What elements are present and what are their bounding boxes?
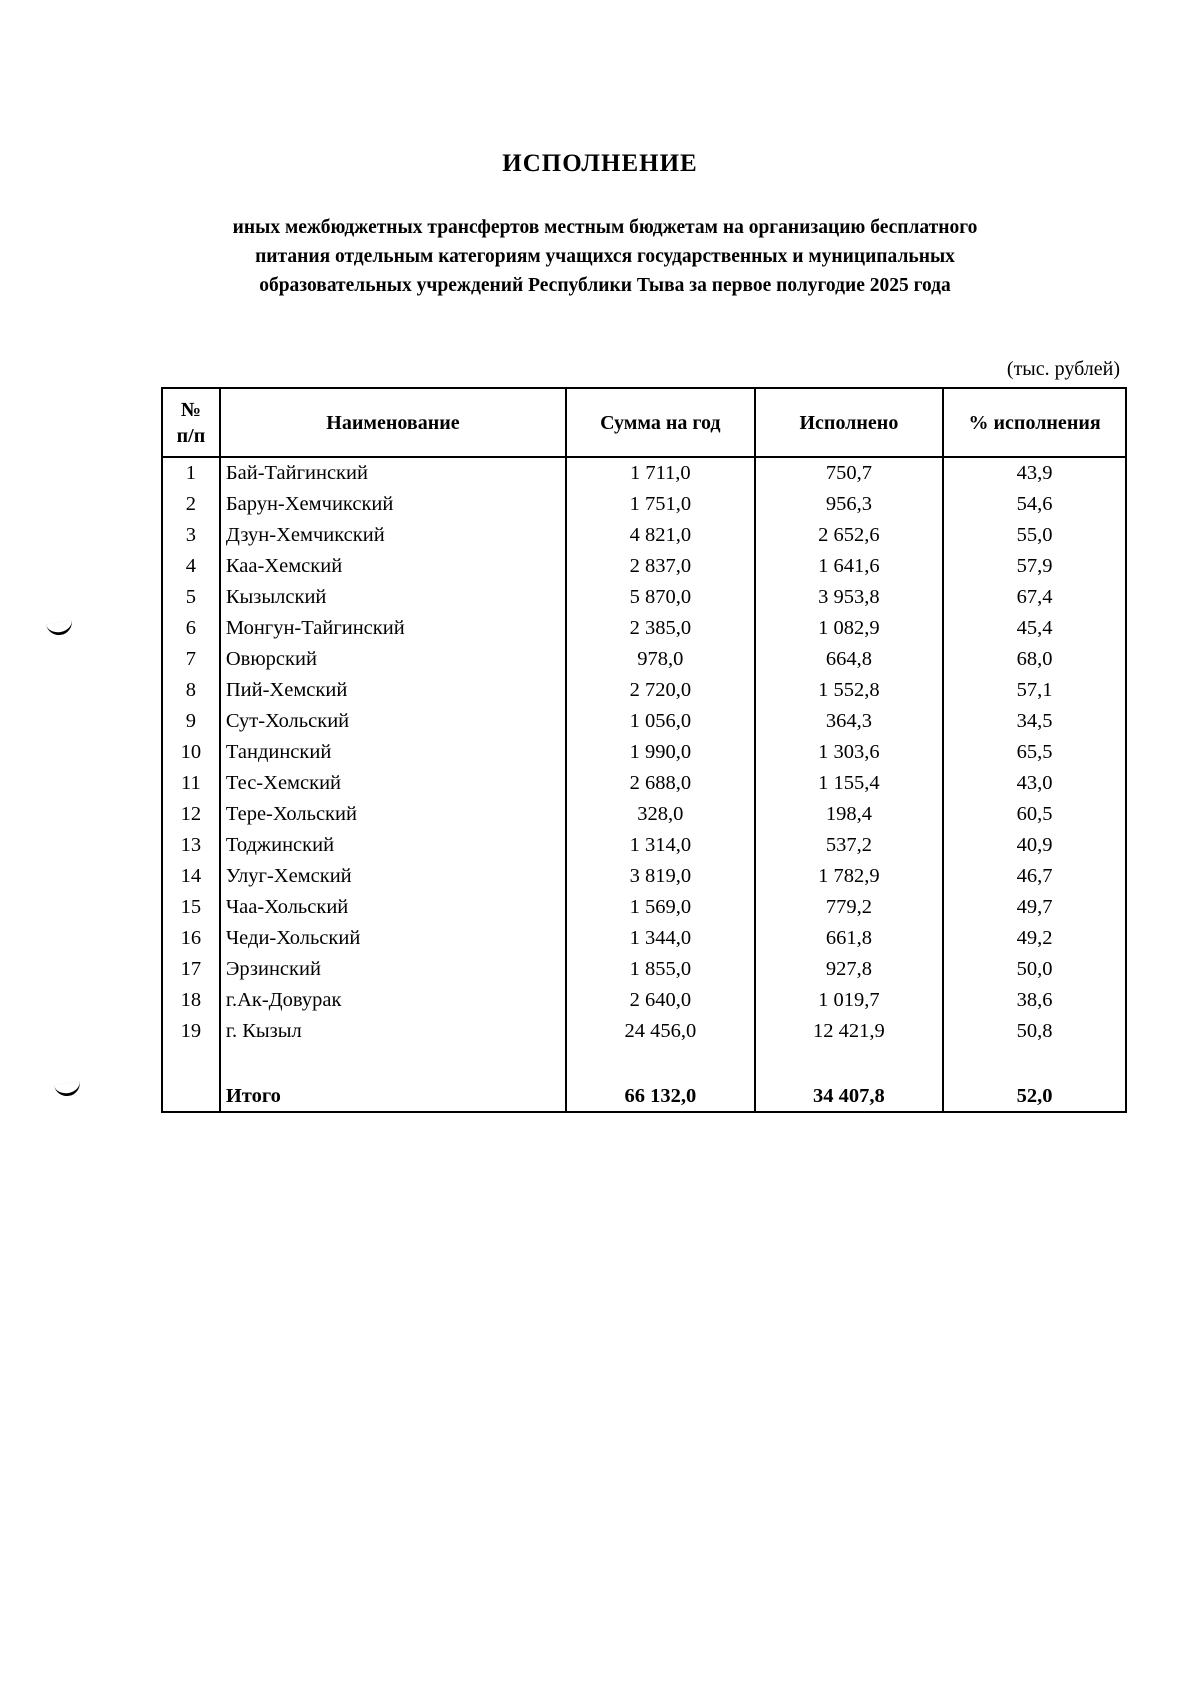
row-annual: 1 711,0 — [566, 457, 755, 489]
total-executed: 34 407,8 — [755, 1081, 944, 1112]
row-executed: 956,3 — [755, 489, 944, 520]
row-executed: 12 421,9 — [755, 1016, 944, 1047]
row-annual: 2 688,0 — [566, 768, 755, 799]
header-executed: Исполнено — [755, 388, 944, 457]
row-number: 11 — [162, 768, 220, 799]
table-row — [162, 644, 1126, 675]
row-name: Тес-Хемский — [220, 768, 566, 799]
total-name: Итого — [220, 1081, 566, 1112]
row-annual: 1 855,0 — [566, 954, 755, 985]
document-subtitle — [150, 213, 1060, 300]
row-executed: 3 953,8 — [755, 582, 944, 613]
row-percent: 40,9 — [943, 830, 1126, 861]
row-executed: 1 641,6 — [755, 551, 944, 582]
margin-mark — [46, 620, 74, 637]
header-name: Наименование — [220, 388, 566, 457]
row-annual: 1 344,0 — [566, 923, 755, 954]
row-executed: 364,3 — [755, 706, 944, 737]
document-title: ИСПОЛНЕНИЕ — [502, 150, 698, 177]
row-annual: 3 819,0 — [566, 861, 755, 892]
row-number: 16 — [162, 923, 220, 954]
row-executed: 1 782,9 — [755, 861, 944, 892]
row-name: Эрзинский — [220, 954, 566, 985]
header-num — [162, 388, 220, 457]
row-name: Бай-Тайгинский — [220, 457, 566, 489]
table-row — [162, 954, 1126, 985]
table-row — [162, 613, 1126, 644]
table-row — [162, 489, 1126, 520]
table-row — [162, 582, 1126, 613]
row-percent: 60,5 — [943, 799, 1126, 830]
total-annual: 66 132,0 — [566, 1081, 755, 1112]
row-number: 7 — [162, 644, 220, 675]
row-number: 5 — [162, 582, 220, 613]
row-percent: 57,1 — [943, 675, 1126, 706]
row-annual: 1 990,0 — [566, 737, 755, 768]
row-percent: 65,5 — [943, 737, 1126, 768]
row-name: Пий-Хемский — [220, 675, 566, 706]
row-number: 14 — [162, 861, 220, 892]
row-number: 8 — [162, 675, 220, 706]
row-number: 6 — [162, 613, 220, 644]
row-annual: 978,0 — [566, 644, 755, 675]
row-number: 19 — [162, 1016, 220, 1047]
row-executed: 198,4 — [755, 799, 944, 830]
row-percent: 50,8 — [943, 1016, 1126, 1047]
row-name: Тоджинский — [220, 830, 566, 861]
header-num-pp: п/п — [176, 424, 206, 447]
table-header-row — [162, 388, 1126, 457]
spacer-cell — [162, 1047, 220, 1081]
row-name: Чеди-Хольский — [220, 923, 566, 954]
row-name: Овюрский — [220, 644, 566, 675]
row-executed: 537,2 — [755, 830, 944, 861]
row-executed: 1 019,7 — [755, 985, 944, 1016]
row-name: Сут-Хольский — [220, 706, 566, 737]
spacer-row — [162, 1047, 1126, 1081]
row-percent: 46,7 — [943, 861, 1126, 892]
row-executed: 1 303,6 — [755, 737, 944, 768]
table-row — [162, 457, 1126, 489]
total-percent: 52,0 — [943, 1081, 1126, 1112]
row-executed: 750,7 — [755, 457, 944, 489]
row-number: 17 — [162, 954, 220, 985]
row-percent: 43,9 — [943, 457, 1126, 489]
spacer-cell — [755, 1047, 944, 1081]
row-number: 4 — [162, 551, 220, 582]
row-number: 18 — [162, 985, 220, 1016]
row-annual: 328,0 — [566, 799, 755, 830]
row-annual: 1 056,0 — [566, 706, 755, 737]
row-annual: 1 314,0 — [566, 830, 755, 861]
row-percent: 54,6 — [943, 489, 1126, 520]
row-number: 2 — [162, 489, 220, 520]
row-executed: 664,8 — [755, 644, 944, 675]
row-percent: 49,2 — [943, 923, 1126, 954]
row-number: 10 — [162, 737, 220, 768]
row-percent: 34,5 — [943, 706, 1126, 737]
row-name: Монгун-Тайгинский — [220, 613, 566, 644]
row-name: Тандинский — [220, 737, 566, 768]
subtitle-line: иных межбюджетных трансфертов местным бюджетам на организацию бесплатного — [232, 217, 978, 238]
row-annual: 4 821,0 — [566, 520, 755, 551]
row-annual: 2 720,0 — [566, 675, 755, 706]
row-percent: 38,6 — [943, 985, 1126, 1016]
row-number: 3 — [162, 520, 220, 551]
total-row — [162, 1081, 1126, 1112]
row-percent: 50,0 — [943, 954, 1126, 985]
row-number: 13 — [162, 830, 220, 861]
row-percent: 55,0 — [943, 520, 1126, 551]
table-row — [162, 706, 1126, 737]
row-annual: 2 385,0 — [566, 613, 755, 644]
table-row — [162, 551, 1126, 582]
spacer-cell — [943, 1047, 1126, 1081]
total-num-cell — [162, 1081, 220, 1112]
table-row — [162, 892, 1126, 923]
table-row — [162, 830, 1126, 861]
row-name: Тере-Хольский — [220, 799, 566, 830]
row-number: 1 — [162, 457, 220, 489]
row-executed: 2 652,6 — [755, 520, 944, 551]
row-percent: 68,0 — [943, 644, 1126, 675]
row-name: Кызылский — [220, 582, 566, 613]
row-executed: 661,8 — [755, 923, 944, 954]
row-executed: 779,2 — [755, 892, 944, 923]
table-row — [162, 737, 1126, 768]
row-executed: 1 552,8 — [755, 675, 944, 706]
row-name: г.Ак-Довурак — [220, 985, 566, 1016]
row-name: Улуг-Хемский — [220, 861, 566, 892]
row-name: Чаа-Хольский — [220, 892, 566, 923]
row-number: 12 — [162, 799, 220, 830]
row-percent: 45,4 — [943, 613, 1126, 644]
table-row — [162, 985, 1126, 1016]
header-percent: % исполнения — [943, 388, 1126, 457]
header-num-symbol: № — [180, 398, 201, 421]
row-name: г. Кызыл — [220, 1016, 566, 1047]
row-percent: 57,9 — [943, 551, 1126, 582]
row-percent: 43,0 — [943, 768, 1126, 799]
row-annual: 5 870,0 — [566, 582, 755, 613]
units-label: (тыс. рублей) — [1006, 358, 1120, 380]
row-annual: 2 837,0 — [566, 551, 755, 582]
row-number: 9 — [162, 706, 220, 737]
row-number: 15 — [162, 892, 220, 923]
row-percent: 67,4 — [943, 582, 1126, 613]
row-percent: 49,7 — [943, 892, 1126, 923]
table-row — [162, 675, 1126, 706]
row-executed: 1 082,9 — [755, 613, 944, 644]
row-annual: 2 640,0 — [566, 985, 755, 1016]
table-row — [162, 923, 1126, 954]
subtitle-line: питания отдельным категориям учащихся государственных и муниципальных — [255, 246, 955, 267]
row-name: Каа-Хемский — [220, 551, 566, 582]
subtitle-line: образовательных учреждений Республики Тыва за первое полугодие 2025 года — [259, 275, 951, 296]
row-annual: 1 569,0 — [566, 892, 755, 923]
margin-mark — [54, 1081, 82, 1098]
row-executed: 927,8 — [755, 954, 944, 985]
execution-table — [161, 387, 1127, 1113]
table-row — [162, 768, 1126, 799]
header-annual: Сумма на год — [566, 388, 755, 457]
row-annual: 1 751,0 — [566, 489, 755, 520]
table-row — [162, 861, 1126, 892]
table-row — [162, 799, 1126, 830]
row-name: Барун-Хемчикский — [220, 489, 566, 520]
spacer-cell — [220, 1047, 566, 1081]
row-annual: 24 456,0 — [566, 1016, 755, 1047]
row-executed: 1 155,4 — [755, 768, 944, 799]
table-row — [162, 1016, 1126, 1047]
row-name: Дзун-Хемчикский — [220, 520, 566, 551]
spacer-cell — [566, 1047, 755, 1081]
table-row — [162, 520, 1126, 551]
